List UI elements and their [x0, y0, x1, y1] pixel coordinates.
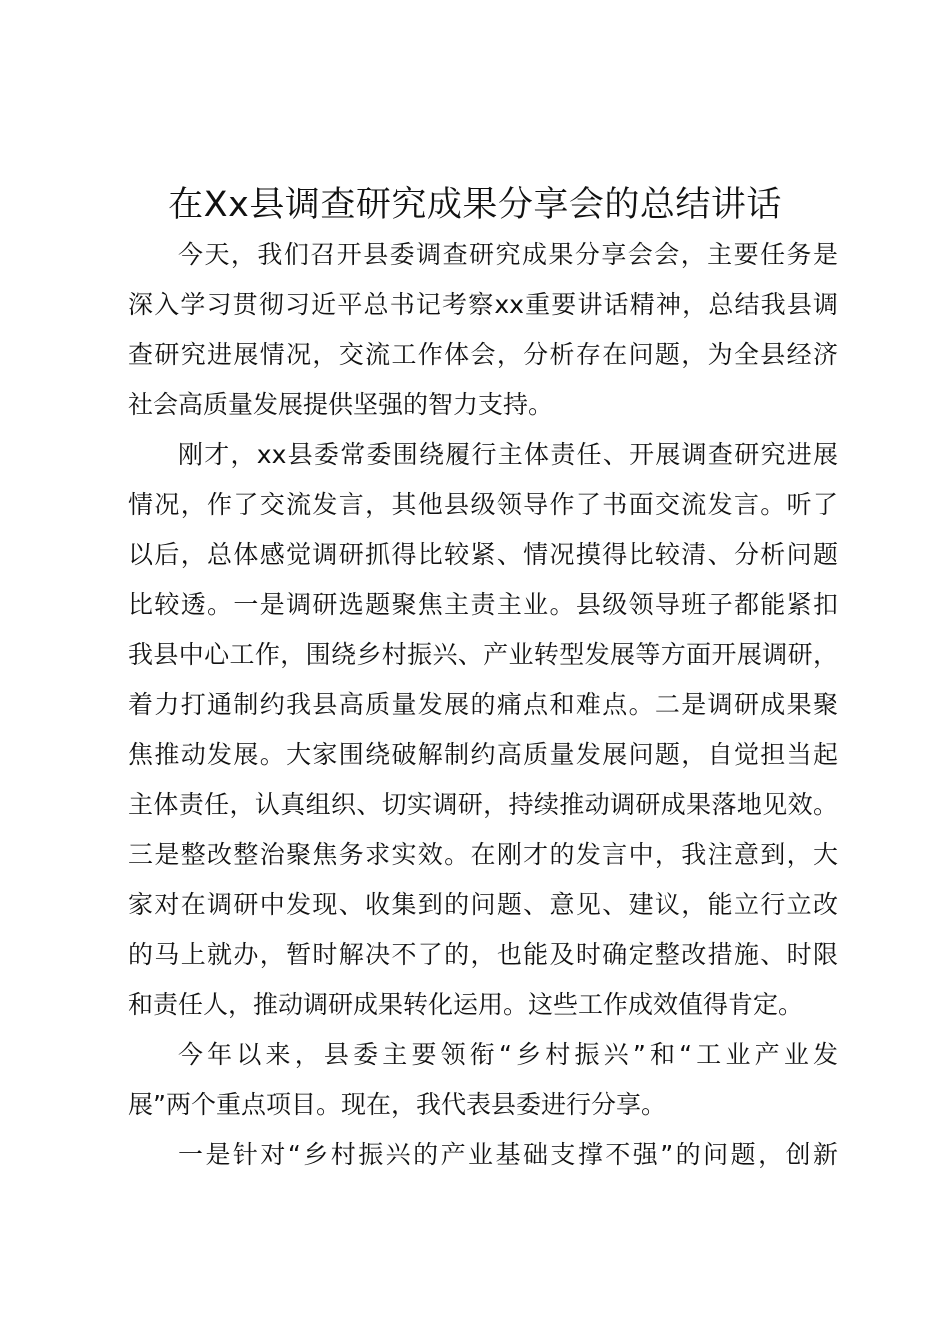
text-line: 的马上就办，暂时解决不了的，也能及时确定整改措施、时限: [128, 940, 838, 969]
text-line: 以后，总体感觉调研抓得比较紧、情况摸得比较清、分析问题: [128, 540, 838, 569]
text-line: 焦推动发展。大家围绕破解制约高质量发展问题，自觉担当起: [128, 740, 838, 769]
paragraph: [128, 430, 838, 1030]
text-line: 我县中心工作，围绕乡村振兴、产业转型发展等方面开展调研，: [128, 640, 838, 669]
text-line: 情况，作了交流发言，其他县级领导作了书面交流发言。听了: [128, 490, 838, 519]
text-line: 家对在调研中发现、收集到的问题、意见、建议，能立行立改: [128, 890, 838, 919]
text-line: 今天，我们召开县委调查研究成果分享会会，主要任务是: [178, 240, 838, 269]
text-line: 展”两个重点项目。现在，我代表县委进行分享。: [128, 1090, 666, 1119]
text-line: 社会高质量发展提供坚强的智力支持。: [128, 390, 554, 419]
text-line: 三是整改整治聚焦务求实效。在刚才的发言中，我注意到，大: [128, 840, 838, 869]
text-line: 比较透。一是调研选题聚焦主责主业。县级领导班子都能紧扣: [128, 590, 838, 619]
text-line: 主体责任，认真组织、切实调研，持续推动调研成果落地见效。: [128, 790, 838, 819]
text-line: 一是针对“乡村振兴的产业基础支撑不强”的问题，创新: [178, 1140, 838, 1169]
text-line: 查研究进展情况，交流工作体会，分析存在问题，为全县经济: [128, 340, 838, 369]
document-body: [128, 230, 838, 1180]
paragraph: [128, 230, 838, 430]
text-line: 深入学习贯彻习近平总书记考察xx重要讲话精神，总结我县调: [128, 290, 838, 319]
paragraph: [128, 1130, 838, 1180]
text-line: 和责任人，推动调研成果转化运用。这些工作成效值得肯定。: [128, 990, 804, 1019]
paragraph: [128, 1030, 838, 1130]
document-title: 在Xx县调查研究成果分享会的总结讲话: [168, 185, 782, 225]
text-line: 着力打通制约我县高质量发展的痛点和难点。二是调研成果聚: [128, 690, 838, 719]
text-line: 今年以来，县委主要领衔“乡村振兴”和“工业产业发: [178, 1040, 838, 1069]
text-line: 刚才，xx县委常委围绕履行主体责任、开展调查研究进展: [178, 440, 838, 469]
